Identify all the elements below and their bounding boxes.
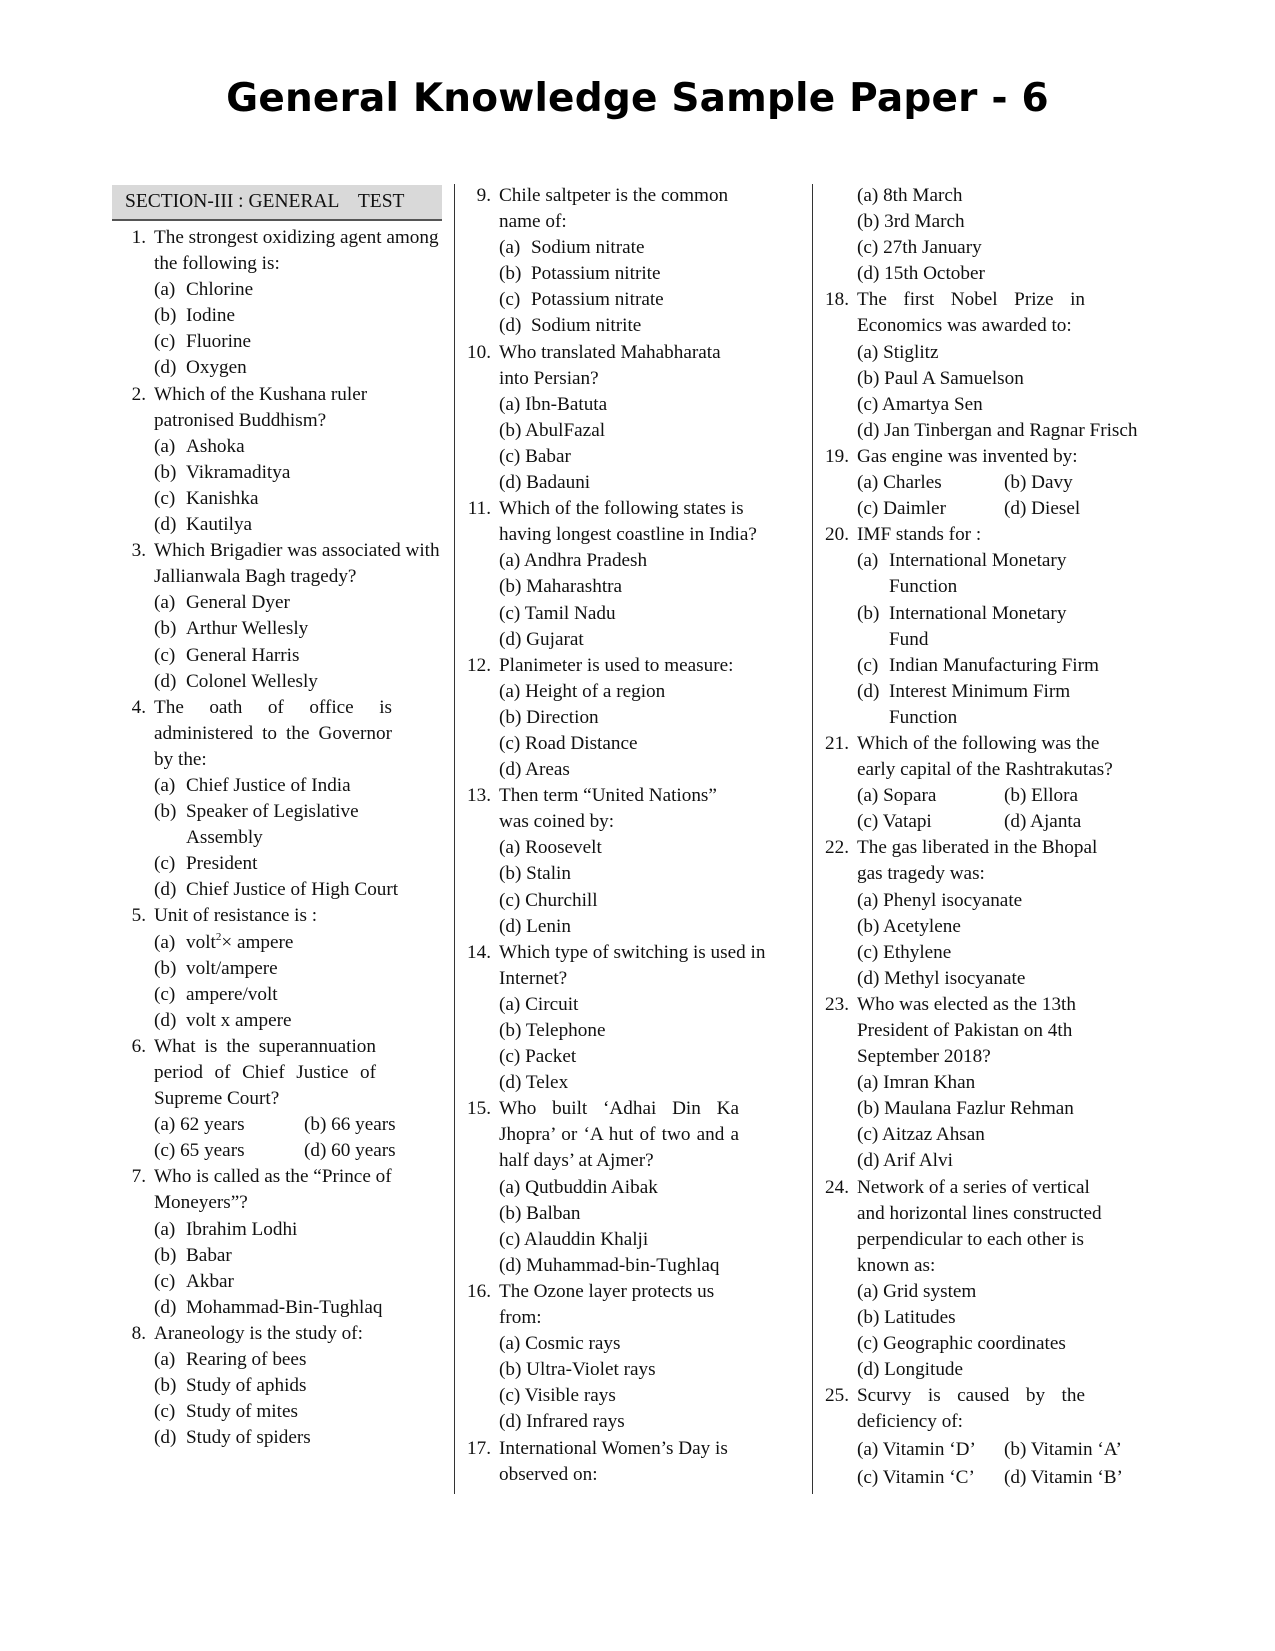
option-d: (d) Lenin [499, 915, 571, 937]
option-b: (b) Ellora [1004, 785, 1079, 807]
option-d: (d) Ajanta [1004, 811, 1082, 833]
question-stem: The first Nobel Prize in Economics was awarded to: [857, 289, 1085, 337]
question-number: 18. [825, 289, 849, 311]
option-d: (d) 60 years [304, 1140, 396, 1162]
option-a: (a) Ibn-Batuta [499, 393, 608, 415]
question-10 [457, 340, 802, 497]
question-number: 21. [825, 732, 849, 754]
option-d: (d) Oxygen [154, 357, 247, 379]
option-c: (c) Road Distance [499, 732, 638, 754]
question-number: 3. [131, 540, 146, 562]
question-14 [457, 940, 802, 1097]
option-b: (b) Latitudes [857, 1307, 956, 1329]
option-a: (a) Phenyl isocyanate [857, 889, 1023, 911]
option-b: (b) Vikramaditya [154, 461, 291, 483]
question-16 [457, 1279, 802, 1436]
option-c: (c) Vitamin ‘C’ [857, 1466, 975, 1488]
column-3 [815, 183, 1175, 1491]
option-c: (c) Daimler [857, 498, 946, 520]
option-d: (d) Mohammad-Bin-Tughlaq [154, 1296, 383, 1318]
option-b: (b) Paul A Samuelson [857, 367, 1024, 389]
question-17 [457, 1436, 802, 1488]
option-c: (c) General Harris [154, 644, 300, 666]
question-7 [112, 1164, 442, 1321]
question-number: 25. [825, 1385, 849, 1407]
question-19 [815, 444, 1175, 522]
option-a: (a) 62 years [154, 1114, 245, 1136]
option-d: (d) Sodium nitrite [499, 315, 642, 337]
option-c: (c) Aitzaz Ahsan [857, 1124, 985, 1146]
option-d: (d) Jan Tinbergan and Ragnar Frisch [857, 419, 1138, 441]
option-row [154, 1138, 442, 1164]
option-c: (c) 27th January [857, 237, 982, 259]
option-a: (a) volt$^2$× ampere [154, 930, 294, 953]
question-25 [815, 1383, 1175, 1490]
option-b: (b) Telephone [499, 1020, 606, 1041]
option-a: (a) Ashoka [154, 435, 245, 457]
option-b: (b) Potassium nitrite [499, 263, 661, 285]
option-a: (a) Chief Justice of India [154, 774, 351, 796]
option-a: (a) 8th March [857, 185, 963, 206]
option-d: (d) volt x ampere [154, 1009, 292, 1031]
option-c: (c) Tamil Nadu [499, 602, 616, 624]
question-number: 12. [467, 654, 491, 676]
option-c: (c) Amartya Sen [857, 393, 983, 415]
option-a: (a) Qutbuddin Aibak [499, 1176, 658, 1198]
option-a: (a) International Monetary Function [857, 550, 1067, 598]
option-c: (c) Churchill [499, 889, 598, 911]
option-a: (a) Roosevelt [499, 837, 602, 859]
question-23 [815, 992, 1175, 1175]
option-row [857, 1437, 1175, 1463]
question-number: 8. [131, 1322, 146, 1344]
question-stem: Network of a series of vertical and horizontal lines constructed perpendicular to each other is known as: [857, 1176, 1102, 1276]
option-b: (b) Davy [1004, 472, 1073, 494]
option-b: (b) 3rd March [857, 211, 965, 233]
option-b: (b) Vitamin ‘A’ [1004, 1438, 1122, 1460]
page-title: General Knowledge Sample Paper - 6 [226, 76, 1049, 121]
question-number: 20. [825, 524, 849, 546]
question-3 [112, 538, 442, 695]
question-number: 15. [467, 1098, 491, 1120]
column-1 [112, 185, 442, 1451]
option-b: (b) International Monetary Fund [857, 602, 1067, 650]
option-a: (a) Grid system [857, 1280, 977, 1302]
option-a: (a) Imran Khan [857, 1072, 976, 1094]
option-d: (d) 15th October [857, 263, 985, 285]
question-8 [112, 1321, 442, 1451]
option-d: (d) Colonel Wellesly [154, 670, 318, 692]
option-b: (b) volt/ampere [154, 957, 278, 979]
option-b: (b) Speaker of Legislative Assembly [154, 801, 359, 849]
question-stem: Which type of switching is used in Internet? [499, 941, 766, 989]
option-d: (d) Study of spiders [154, 1427, 311, 1449]
option-b: (b) Babar [154, 1244, 232, 1266]
option-d: (d) Vitamin ‘B’ [1004, 1466, 1123, 1488]
option-row [857, 809, 1175, 835]
option-d: (d) Gujarat [499, 628, 584, 650]
option-c: (c) Potassium nitrate [499, 289, 664, 311]
option-d: (d) Diesel [1004, 498, 1081, 520]
question-stem: Scurvy is caused by the deficiency of: [857, 1385, 1085, 1433]
section-header: SECTION-III : GENERAL TEST [112, 185, 442, 221]
option-a: (a) Charles [857, 472, 942, 494]
option-d: (d) Interest Minimum Firm Function [857, 680, 1071, 728]
option-b: (b) Ultra-Violet rays [499, 1359, 656, 1381]
option-a: (a) Ibrahim Lodhi [154, 1218, 298, 1240]
question-stem: What is the superannuation period of Chief Justice of Supreme Court? [154, 1035, 376, 1110]
question-1 [112, 225, 442, 382]
question-stem: Chile saltpeter is the common name of: [499, 185, 729, 233]
option-c: (c) 65 years [154, 1140, 245, 1162]
option-a: (a) Rearing of bees [154, 1349, 307, 1371]
question-stem: The oath of office is administered to the Governor by the: [154, 696, 392, 770]
question-18 [815, 287, 1175, 444]
option-d: (d) Methyl isocyanate [857, 967, 1026, 989]
question-stem: Unit of resistance is : [154, 905, 318, 927]
question-stem: Which of the following was the early capital of the Rashtrakutas? [857, 732, 1113, 781]
question-13 [457, 783, 802, 940]
question-number: 17. [467, 1437, 491, 1459]
question-stem: Then term “United Nations” was coined by: [499, 785, 717, 833]
option-c: (c) Visible rays [499, 1385, 616, 1407]
option-c: (c) ampere/volt [154, 983, 278, 1005]
question-17-options [815, 183, 1175, 287]
option-c: (c) Fluorine [154, 331, 252, 353]
question-number: 13. [467, 785, 491, 807]
question-number: 23. [825, 993, 849, 1015]
question-12 [457, 653, 802, 783]
option-d: (d) Chief Justice of High Court [154, 879, 399, 901]
question-number: 4. [131, 696, 146, 718]
question-number: 9. [476, 185, 491, 206]
option-d: (d) Kautilya [154, 514, 253, 536]
question-number: 2. [131, 383, 146, 405]
column-2 [457, 183, 802, 1488]
option-d: (d) Badauni [499, 472, 591, 494]
question-4 [112, 695, 442, 904]
question-stem: Who built ‘Adhai Din Ka Jhopra’ or ‘A hut of two and a half days’ at Ajmer? [499, 1098, 739, 1172]
option-b: (b) Iodine [154, 305, 236, 327]
question-22 [815, 835, 1175, 992]
option-b: (b) Maulana Fazlur Rehman [857, 1098, 1074, 1120]
option-b: (b) Acetylene [857, 915, 961, 937]
question-stem: Who was elected as the 13th President of Pakistan on 4th September 2018? [857, 993, 1076, 1068]
question-15 [457, 1096, 802, 1279]
option-c: (c) President [154, 853, 258, 875]
question-stem: Which Brigadier was associated with Jallianwala Bagh tragedy? [154, 540, 440, 588]
option-row [857, 1465, 1175, 1491]
option-b: (b) 66 years [304, 1114, 396, 1136]
option-b: (b) AbulFazal [499, 419, 606, 441]
question-stem: Gas engine was invented by: [857, 445, 1078, 467]
question-stem: International Women’s Day is observed on: [499, 1437, 728, 1485]
option-row [154, 1112, 442, 1138]
option-a: (a) Sopara [857, 785, 937, 807]
question-stem: Araneology is the study of: [154, 1322, 363, 1344]
column-divider [812, 184, 813, 1494]
option-b: (b) Balban [499, 1202, 581, 1224]
question-number: 1. [131, 227, 146, 248]
option-d: (d) Arif Alvi [857, 1150, 953, 1172]
option-b: (b) Maharashtra [499, 576, 623, 598]
question-9 [457, 183, 802, 340]
option-c: (c) Alauddin Khalji [499, 1228, 649, 1250]
option-row [857, 783, 1175, 809]
question-stem: Who translated Mahabharata into Persian? [499, 341, 721, 389]
option-b: (b) Arthur Wellesly [154, 618, 309, 640]
option-b: (b) Study of aphids [154, 1375, 307, 1397]
option-d: (d) Telex [499, 1072, 569, 1094]
question-20 [815, 522, 1175, 731]
question-number: 10. [467, 341, 491, 363]
question-stem: Which of the following states is having longest coastline in India? [499, 498, 757, 546]
question-24 [815, 1175, 1175, 1384]
option-c: (c) Packet [499, 1046, 577, 1068]
option-c: (c) Indian Manufacturing Firm [857, 654, 1099, 676]
option-a: (a) Height of a region [499, 680, 666, 702]
option-b: (b) Direction [499, 706, 599, 728]
question-number: 19. [825, 445, 849, 467]
question-11 [457, 496, 802, 653]
question-5 [112, 903, 442, 1033]
question-stem: Which of the Kushana ruler patronised Buddhism? [154, 383, 368, 431]
question-number: 5. [131, 905, 146, 927]
option-a: (a) Stiglitz [857, 341, 939, 363]
question-number: 11. [467, 498, 491, 520]
option-d: (d) Muhammad-bin-Tughlaq [499, 1254, 720, 1276]
question-number: 22. [825, 837, 849, 859]
option-a: (a) Sodium nitrate [499, 237, 645, 259]
option-row [857, 470, 1175, 496]
option-a: (a) General Dyer [154, 592, 290, 614]
question-stem: Planimeter is used to measure: [499, 654, 734, 676]
question-stem: The Ozone layer protects us from: [499, 1280, 715, 1329]
question-stem: IMF stands for : [857, 524, 982, 546]
option-a: (a) Vitamin ‘D’ [857, 1438, 976, 1460]
option-c: (c) Babar [499, 445, 571, 467]
option-c: (c) Study of mites [154, 1401, 298, 1423]
question-21 [815, 731, 1175, 835]
option-c: (c) Akbar [154, 1270, 234, 1292]
question-number: 6. [131, 1035, 146, 1057]
option-c: (c) Geographic coordinates [857, 1333, 1066, 1355]
option-a: (a) Cosmic rays [499, 1333, 621, 1355]
option-c: (c) Ethylene [857, 941, 952, 963]
option-d: (d) Longitude [857, 1359, 964, 1381]
question-2 [112, 382, 442, 539]
question-stem: The gas liberated in the Bhopal gas tragedy was: [857, 837, 1098, 885]
option-d: (d) Infrared rays [499, 1411, 625, 1433]
option-b: (b) Stalin [499, 863, 571, 885]
question-number: 16. [467, 1280, 491, 1302]
question-number: 24. [825, 1176, 849, 1198]
question-number: 7. [131, 1166, 146, 1188]
option-c: (c) Kanishka [154, 487, 259, 509]
option-a: (a) Andhra Pradesh [499, 550, 648, 572]
question-6 [112, 1034, 442, 1164]
option-a: (a) Circuit [499, 993, 579, 1015]
option-c: (c) Vatapi [857, 811, 932, 833]
question-number: 14. [467, 941, 491, 963]
question-stem: The strongest oxidizing agent among the following is: [154, 227, 439, 275]
option-row [857, 496, 1175, 522]
option-d: (d) Areas [499, 759, 570, 781]
option-a: (a) Chlorine [154, 279, 254, 301]
column-divider [454, 184, 455, 1494]
question-stem: Who is called as the “Prince of Moneyers”? [154, 1166, 392, 1214]
